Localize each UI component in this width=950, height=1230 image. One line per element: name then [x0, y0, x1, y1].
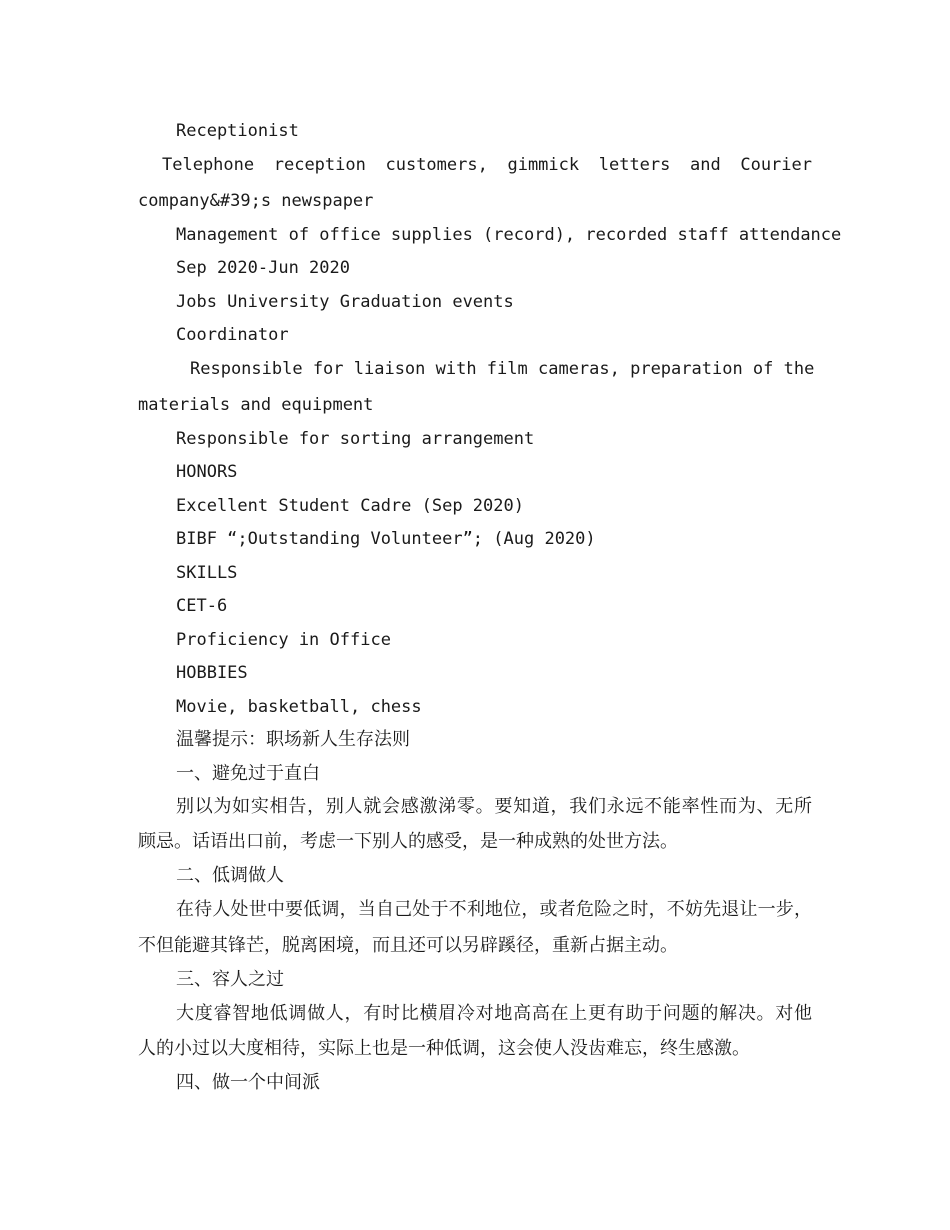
job-event: Jobs University Graduation events	[176, 292, 514, 312]
tip-paragraph: 别以为如实相告，别人就会感激涕零。要知道，我们永远不能率性而为、无所	[176, 796, 812, 817]
honor-item: Excellent Student Cadre (Sep 2020)	[176, 496, 524, 516]
duty-line: Telephone reception customers, gimmick letters and Courier	[162, 155, 812, 175]
tip-paragraph: 大度睿智地低调做人，有时比横眉冷对地高高在上更有助于问题的解决。对他	[176, 1003, 812, 1024]
section-heading-skills: SKILLS	[176, 563, 238, 583]
section-heading-honors: HONORS	[176, 462, 238, 482]
hobby-list: Movie, basketball, chess	[176, 697, 422, 717]
tip-paragraph: 在待人处世中要低调，当自己处于不利地位，或者危险之时，不妨先退让一步，	[176, 899, 812, 920]
tip-paragraph-continued: 不但能避其锋芒，脱离困境，而且还可以另辟蹊径，重新占据主动。	[138, 935, 678, 956]
duty-line: Responsible for sorting arrangement	[176, 429, 535, 449]
date-range: Sep 2020-Jun 2020	[176, 258, 350, 278]
skill-item: Proficiency in Office	[176, 630, 391, 650]
honor-item: BIBF “;Outstanding Volunteer”; (Aug 2020)	[176, 529, 596, 549]
duty-line: Management of office supplies (record), recorded staff attendance	[176, 225, 842, 245]
tip-heading: 二、低调做人	[176, 865, 284, 886]
duty-line: Responsible for liaison with film cameras, preparation of the	[190, 359, 815, 379]
job-title-coordinator: Coordinator	[176, 325, 289, 345]
job-title-receptionist: Receptionist	[176, 121, 299, 141]
duty-line-continued: materials and equipment	[138, 395, 374, 415]
section-heading-hobbies: HOBBIES	[176, 663, 248, 683]
tip-paragraph-continued: 顾忌。话语出口前，考虑一下别人的感受，是一种成熟的处世方法。	[138, 831, 678, 852]
tip-paragraph-continued: 人的小过以大度相待，实际上也是一种低调，这会使人没齿难忘，终生感激。	[138, 1038, 750, 1059]
duty-line-continued: company&#39;s newspaper	[138, 191, 374, 211]
tip-heading: 一、避免过于直白	[176, 763, 320, 784]
tips-title: 温馨提示：职场新人生存法则	[176, 729, 410, 750]
tip-heading: 四、做一个中间派	[176, 1072, 320, 1093]
tip-heading: 三、容人之过	[176, 969, 284, 990]
skill-item: CET-6	[176, 596, 228, 616]
